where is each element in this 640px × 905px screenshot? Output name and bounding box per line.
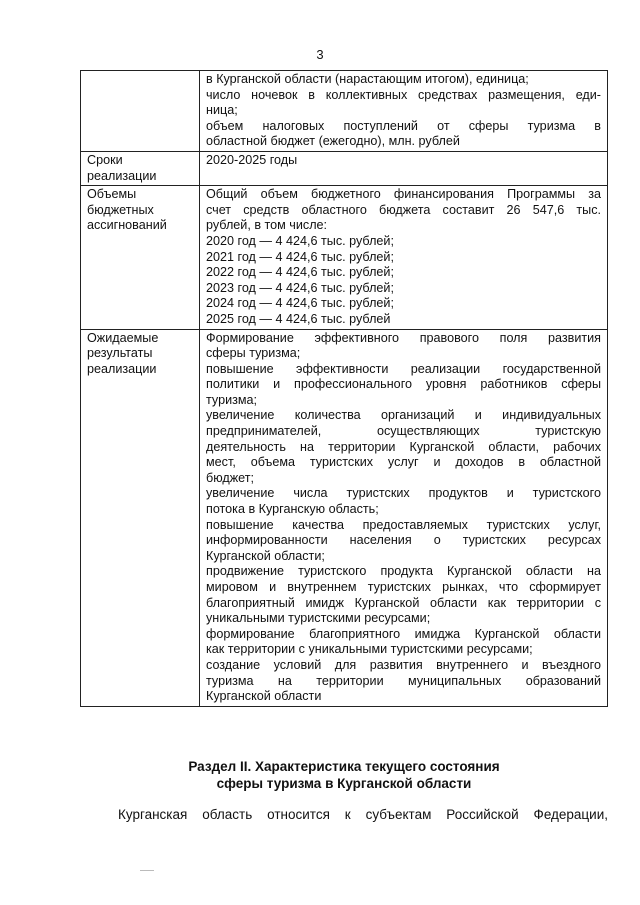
value-line: информированности населения о туристских ресурсах: [206, 533, 601, 548]
label-line: ассигнований: [87, 218, 167, 233]
label-line: Объемы: [87, 187, 137, 202]
table-row: [81, 71, 608, 152]
value-line: Курганской области: [206, 689, 322, 704]
value-line: как территории с уникальными туристскими ресурсами;: [206, 642, 533, 657]
label-line: бюджетных: [87, 202, 154, 217]
value-line: 2020-2025 годы: [206, 152, 298, 167]
value-line: 2020 год — 4 424,6 тыс. рублей;: [206, 233, 394, 248]
value-line: политики и профессионального уровня работников сферы: [206, 377, 601, 392]
value-line: предпринимателей, осуществляющих туристскую: [206, 424, 601, 439]
value-line: бюджет;: [206, 470, 255, 485]
row-value: [200, 71, 608, 152]
value-line: областной бюджет (ежегодно), млн. рублей: [206, 134, 460, 149]
row-value: [200, 186, 608, 329]
row-value: [200, 151, 608, 185]
value-line: Формирование эффективного правового поля развития: [206, 330, 601, 345]
body-paragraph: Курганская область относится к субъектам Российской Федерации,: [118, 807, 608, 822]
section-title-line-1: Раздел II. Характеристика текущего состояния: [188, 759, 500, 774]
value-line: Общий объем бюджетного финансирования Программы за: [206, 187, 601, 202]
value-line: в Курганской области (нарастающим итогом), единица;: [206, 72, 529, 86]
row-label: [81, 329, 200, 706]
value-line: продвижение туристского продукта Курганской области на: [206, 564, 601, 579]
value-line: потока в Курганскую область;: [206, 502, 379, 517]
value-line: повышение качества предоставляемых туристских услуг,: [206, 517, 601, 532]
value-line: мест, объема туристских услуг и доходов в областной: [206, 455, 601, 470]
value-line: увеличение числа туристских продуктов и туристского: [206, 486, 601, 501]
value-line: число ночевок в коллективных средствах размещения, еди-: [206, 87, 601, 102]
table-row: [81, 186, 608, 329]
row-label: [81, 186, 200, 329]
label-line: реализации: [87, 168, 157, 183]
section-title: [80, 758, 608, 792]
value-line: повышение эффективности реализации государственной: [206, 361, 601, 376]
value-line: 2023 год — 4 424,6 тыс. рублей;: [206, 280, 394, 295]
value-line: благоприятный имидж Курганской области как территории с: [206, 595, 601, 610]
value-line: 2021 год — 4 424,6 тыс. рублей;: [206, 249, 394, 264]
row-label: [81, 71, 200, 152]
section-title-line-2: сферы туризма в Курганской области: [216, 776, 472, 791]
scan-mark: [140, 870, 154, 871]
value-line: 2024 год — 4 424,6 тыс. рублей;: [206, 296, 394, 311]
value-line: формирование благоприятного имиджа Курганской области: [206, 626, 601, 641]
page-number: 3: [316, 47, 324, 62]
value-line: 2022 год — 4 424,6 тыс. рублей;: [206, 265, 394, 280]
label-line: Ожидаемые: [87, 330, 159, 345]
value-line: 2025 год — 4 424,6 тыс. рублей: [206, 311, 391, 326]
value-line: объем налоговых поступлений от сферы туризма в: [206, 118, 601, 133]
table-row: [81, 151, 608, 185]
value-line: счет средств областного бюджета составит 26 547,6 тыс.: [206, 202, 601, 217]
value-line: рублей, в том числе:: [206, 218, 328, 233]
label-line: результаты: [87, 346, 153, 361]
label-line: Сроки: [87, 152, 123, 167]
label-line: реализации: [87, 361, 157, 376]
table-row: [81, 329, 608, 706]
value-line: туризма на территории муниципальных образований: [206, 673, 601, 688]
value-line: туризма;: [206, 392, 258, 407]
program-passport-table: [80, 70, 608, 707]
row-value: [200, 329, 608, 706]
value-line: деятельность на территории Курганской области, рабочих: [206, 439, 601, 454]
value-line: уникальными туристскими ресурсами;: [206, 611, 431, 626]
value-line: ница;: [206, 103, 238, 118]
value-line: создание условий для развития внутреннего и въездного: [206, 657, 601, 672]
value-line: сферы туризма;: [206, 346, 301, 361]
value-line: увеличение количества организаций и индивидуальных: [206, 408, 601, 423]
row-label: [81, 151, 200, 185]
value-line: Курганской области;: [206, 548, 325, 563]
value-line: мировом и внутреннем туристских рынках, что сформирует: [206, 580, 601, 594]
